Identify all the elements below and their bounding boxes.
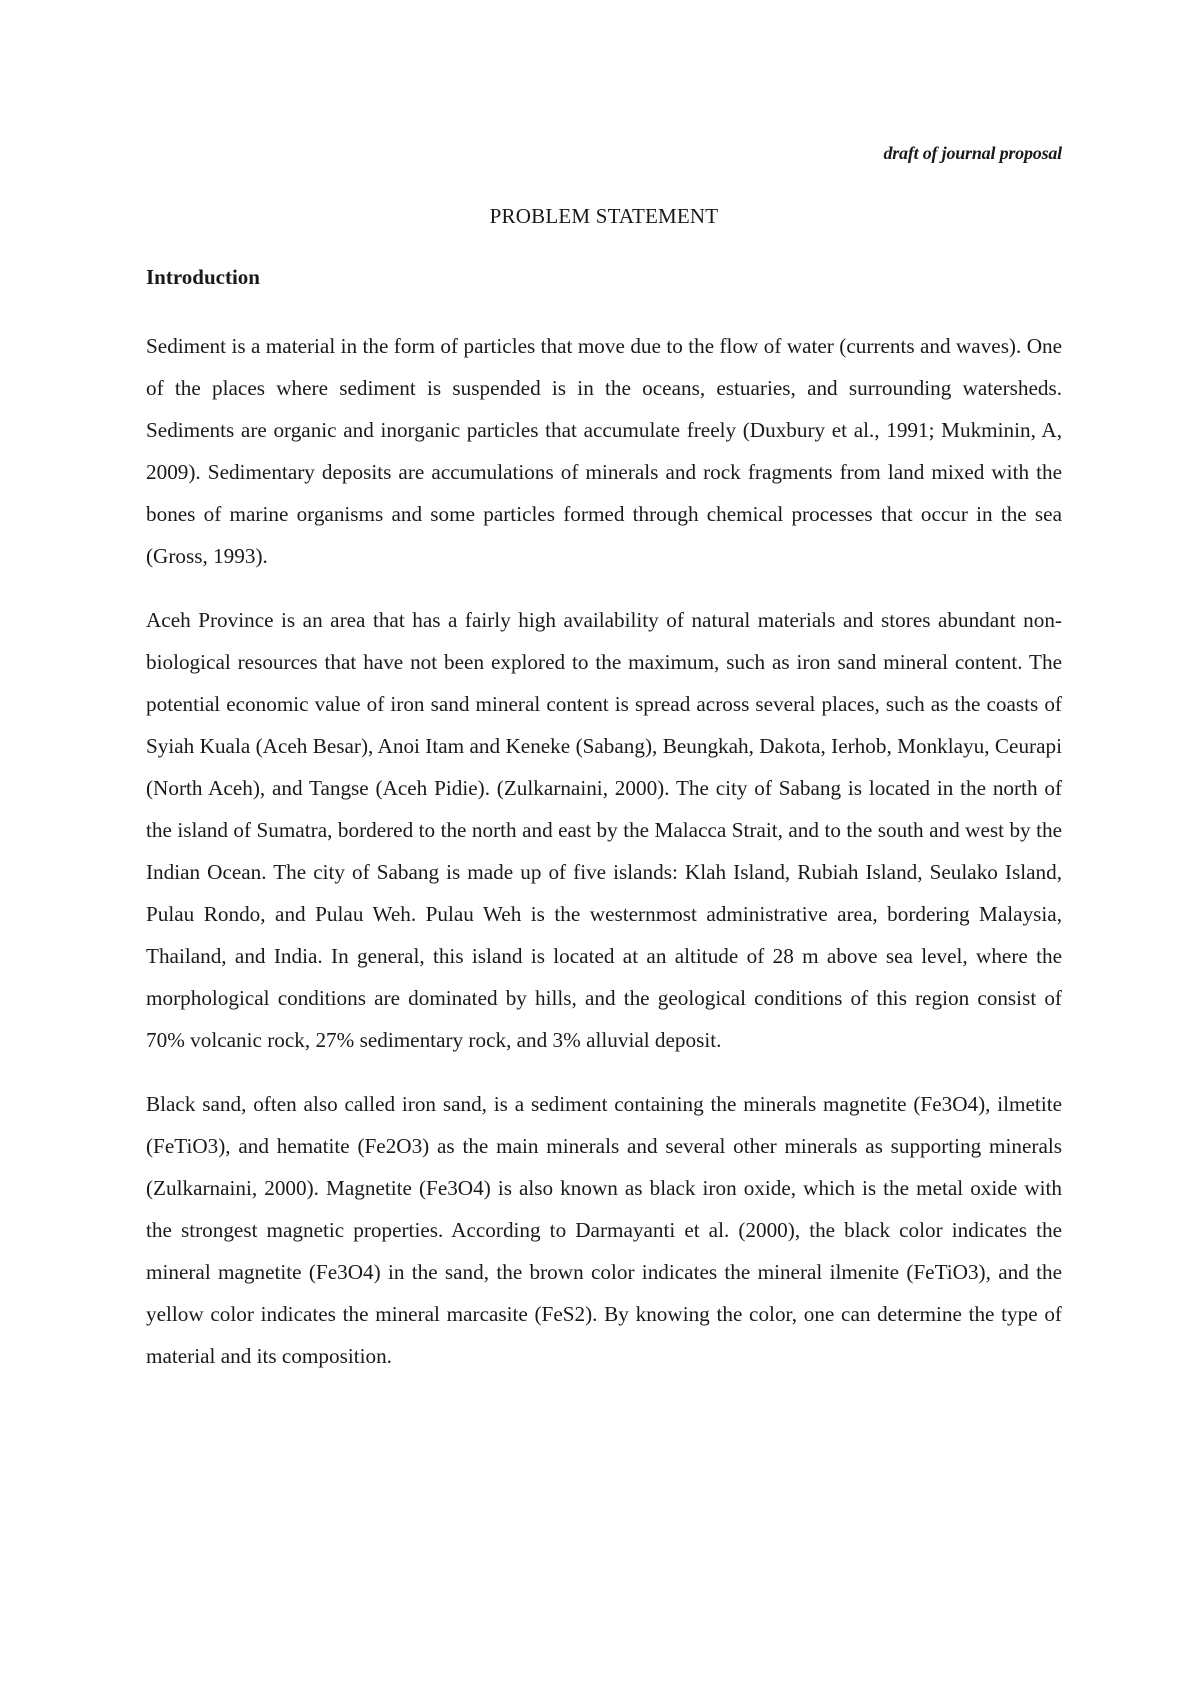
page-title: PROBLEM STATEMENT	[489, 204, 719, 228]
body-text	[146, 325, 1062, 1399]
paragraph: Black sand, often also called iron sand, is a sediment containing the minerals magnetite (Fe3O4), ilmetite (FeTiO3), and hematite (Fe2O3) as the main minerals and several other minerals as supporting minerals (Zulkarnaini, 2000). Magnetite (Fe3O4) is also known as black iron oxide, which is the metal oxide with the strongest magnetic properties. According to Darmayanti et al. (2000), the black color indicates the mineral magnetite (Fe3O4) in the sand, the brown color indicates the mineral ilmenite (FeTiO3), and the yellow color indicates the mineral marcasite (FeS2). By knowing the color, one can determine the type of material and its composition.	[146, 1092, 1062, 1368]
section-heading: Introduction	[146, 265, 260, 289]
paragraph: Aceh Province is an area that has a fairly high availability of natural materials and stores abundant non-biological resources that have not been explored to the maximum, such as iron sand mineral content. The potential economic value of iron sand mineral content is spread across several places, such as the coasts of Syiah Kuala (Aceh Besar), Anoi Itam and Keneke (Sabang), Beungkah, Dakota, Ierhob, Monklayu, Ceurapi (North Aceh), and Tangse (Aceh Pidie). (Zulkarnaini, 2000). The city of Sabang is located in the north of the island of Sumatra, bordered to the north and east by the Malacca Strait, and to the south and west by the Indian Ocean. The city of Sabang is made up of five islands: Klah Island, Rubiah Island, Seulako Island, Pulau Rondo, and Pulau Weh. Pulau Weh is the westernmost administrative area, bordering Malaysia, Thailand, and India. In general, this island is located at an altitude of 28 m above sea level, where the morphological conditions are dominated by hills, and the geological conditions of this region consist of 70% volcanic rock, 27% sedimentary rock, and 3% alluvial deposit.	[146, 608, 1062, 1052]
header-note: draft of journal proposal	[883, 143, 1062, 163]
paragraph: Sediment is a material in the form of particles that move due to the flow of water (currents and waves). One of the places where sediment is suspended is in the oceans, estuaries, and surrounding watersheds. Sediments are organic and inorganic particles that accumulate freely (Duxbury et al., 1991; Mukminin, A, 2009). Sedimentary deposits are accumulations of minerals and rock fragments from land mixed with the bones of marine organisms and some particles formed through chemical processes that occur in the sea (Gross, 1993).	[146, 334, 1062, 568]
